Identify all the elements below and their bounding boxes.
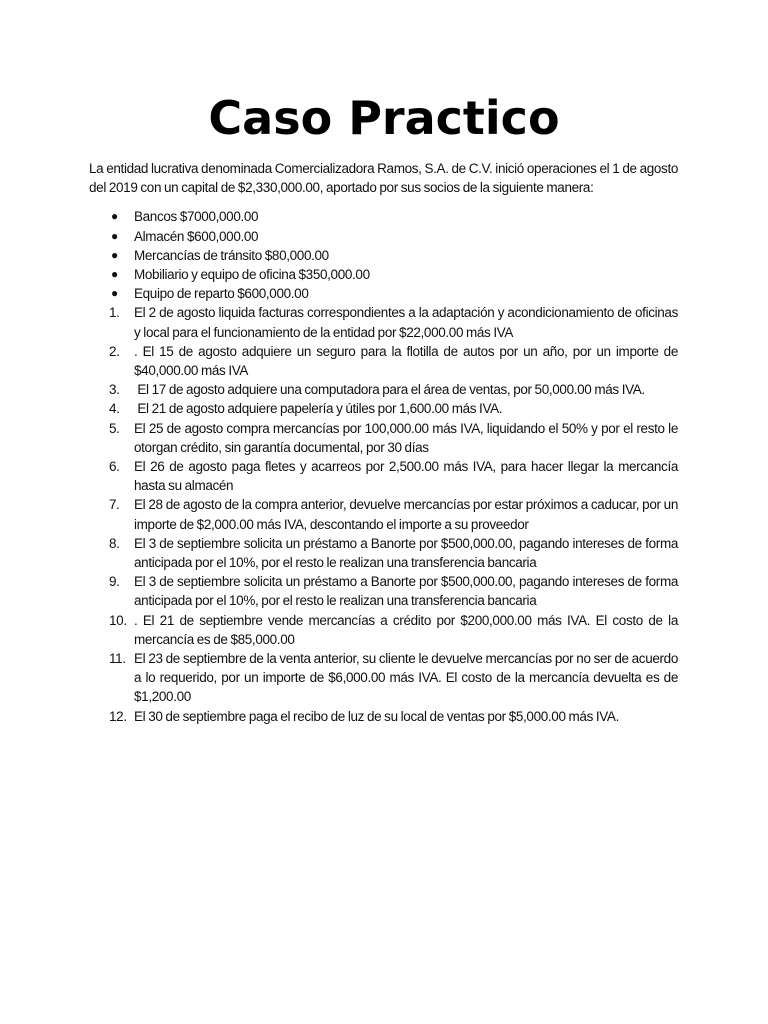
list-item <box>89 342 678 380</box>
list-item-number: 12. <box>109 708 127 724</box>
page-title: Caso Practico <box>208 91 560 145</box>
list-item <box>89 649 678 707</box>
document-body <box>89 159 678 726</box>
list-item-text: El 28 de agosto de la compra anterior, devuelve mercancías por estar próximos a caducar, por un importe de $2,000.00 más IVA, descontando el importe a su proveedor <box>134 497 678 532</box>
list-item <box>89 534 678 572</box>
list-item-text: El 3 de septiembre solicita un préstamo a Banorte por $500,000.00, pagando intereses de forma anticipada por el 10%, por el resto le realizan una transferencia bancaria <box>134 574 678 609</box>
bullet-icon: ● <box>111 247 118 262</box>
bullet-item <box>89 227 678 246</box>
list-item <box>89 457 678 495</box>
bullet-text: Bancos $7000,000.00 <box>134 209 259 225</box>
list-item <box>89 399 678 418</box>
list-item <box>89 611 678 649</box>
list-item-number: 7. <box>109 497 120 513</box>
list-item-number: 5. <box>109 420 120 436</box>
bullet-icon: ● <box>111 228 118 243</box>
list-item <box>89 303 678 341</box>
bullet-icon: ● <box>111 209 118 224</box>
bullet-text: Mercancías de tránsito $80,000.00 <box>134 247 329 263</box>
list-item <box>89 419 678 457</box>
list-item-text: El 30 de septiembre paga el recibo de luz de su local de ventas por $5,000.00 más IVA. <box>134 708 619 724</box>
list-item <box>89 572 678 610</box>
list-item-text: El 2 de agosto liquida facturas correspondientes a la adaptación y acondicionamiento de oficinas y local para el funcionamiento de la entidad por $22,000.00 más IVA <box>134 305 678 340</box>
list-item-text: El 3 de septiembre solicita un préstamo a Banorte por $500,000.00, pagando intereses de forma anticipada por el 10%, por el resto le realizan una transferencia bancaria <box>134 535 678 571</box>
bullet-text: Mobiliario y equipo de oficina $350,000.00 <box>134 267 370 283</box>
bullet-icon: ● <box>111 286 118 301</box>
list-item-number: 1. <box>109 305 120 321</box>
list-item <box>89 707 678 726</box>
list-item-text: . El 15 de agosto adquiere un seguro para la flotilla de autos por un año, por un importe de $40,000.00 más IVA <box>134 343 678 379</box>
intro-paragraph: La entidad lucrativa denominada Comercializadora Ramos, S.A. de C.V. inició operaciones el 1 de agosto del 2019 con un capital de $2,330,000.00, aportado por sus socios de la siguiente manera: <box>89 161 678 196</box>
list-item <box>89 380 678 399</box>
bullet-item <box>89 284 678 303</box>
list-item-number: 2. <box>109 343 120 359</box>
list-item-text: El 17 de agosto adquiere una computadora para el área de ventas, por 50,000.00 más IVA. <box>134 382 645 398</box>
capital-bullet-list <box>89 207 678 303</box>
list-item-text: El 25 de agosto compra mercancías por 100,000.00 más IVA, liquidando el 50% y por el resto le otorgan crédito, sin garantía documental, por 30 días <box>134 420 678 455</box>
list-item-number: 8. <box>109 535 120 551</box>
bullet-item <box>89 265 678 284</box>
list-item-text: . El 21 de septiembre vende mercancías a crédito por $200,000.00 más IVA. El costo de la mercancía es de $85,000.00 <box>134 612 678 647</box>
bullet-item <box>89 207 678 226</box>
list-item-text: El 26 de agosto paga fletes y acarreos por 2,500.00 más IVA, para hacer llegar la mercancía hasta su almacén <box>134 459 678 494</box>
list-item-text: El 21 de agosto adquiere papelería y útiles por 1,600.00 más IVA. <box>134 401 503 417</box>
list-item-number: 11. <box>109 651 126 667</box>
list-item-number: 4. <box>109 401 120 417</box>
list-item-number: 3. <box>109 382 120 398</box>
bullet-item <box>89 246 678 265</box>
bullet-text: Almacén $600,000.00 <box>134 228 259 244</box>
operations-numbered-list <box>89 303 678 725</box>
bullet-icon: ● <box>111 267 118 282</box>
bullet-text: Equipo de reparto $600,000.00 <box>134 286 309 302</box>
list-item-number: 9. <box>109 574 120 590</box>
list-item-number: 10. <box>109 612 127 628</box>
list-item-number: 6. <box>109 459 120 475</box>
list-item-text: El 23 de septiembre de la venta anterior, su cliente le devuelve mercancías por no ser de acuerdo a lo requerido, por un importe de $6,000.00 más IVA. El costo de la mercancía devuelta es de $1,200.00 <box>134 651 678 705</box>
list-item <box>89 495 678 533</box>
